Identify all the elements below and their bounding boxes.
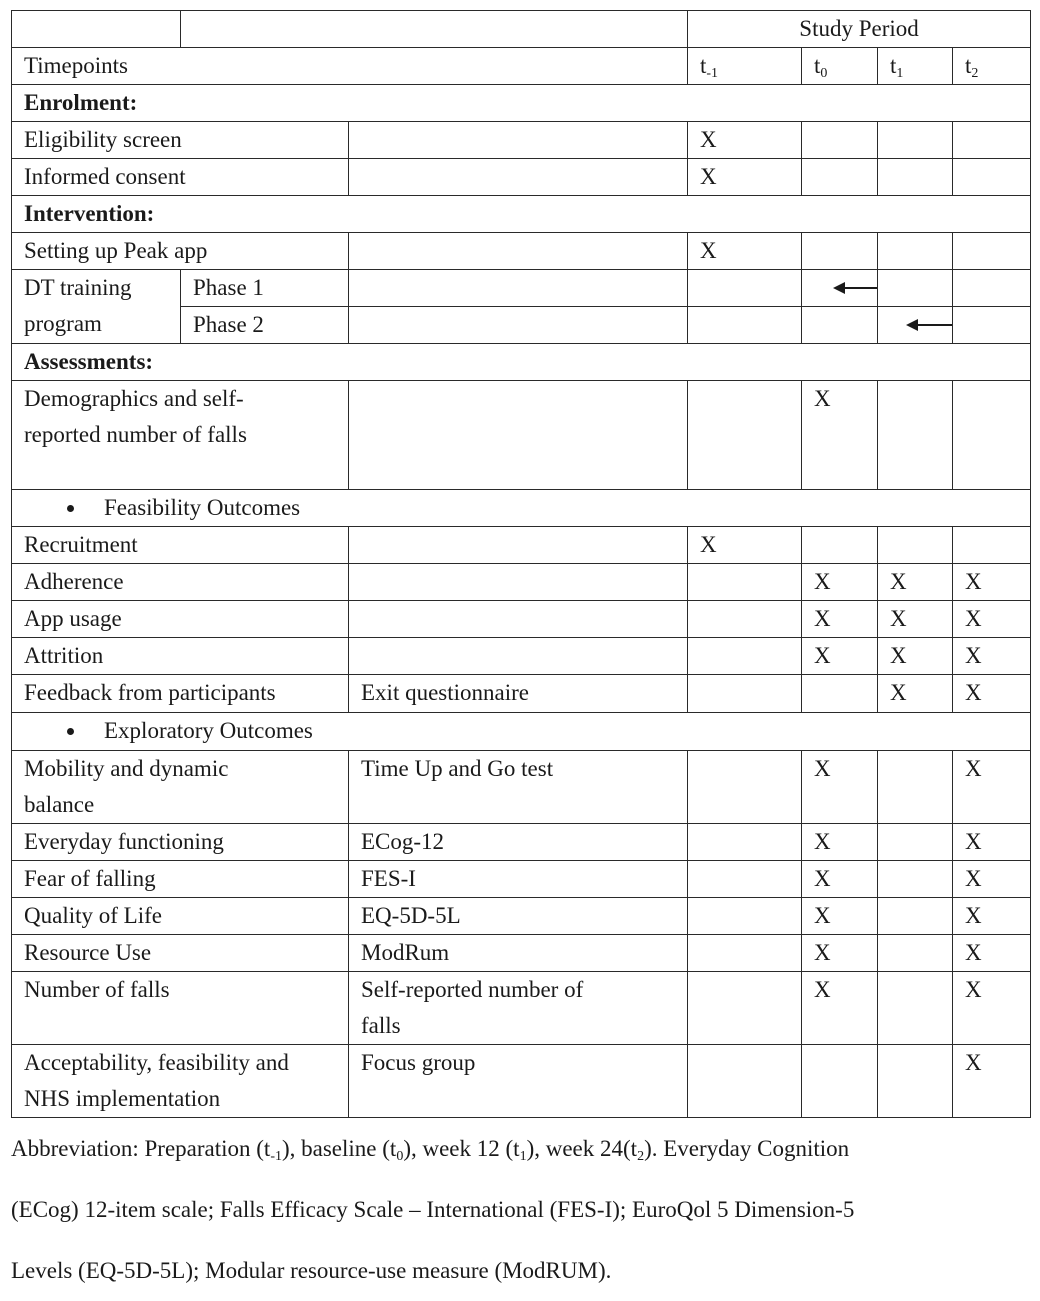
row-label: Everyday functioning [12, 824, 349, 861]
table-row [12, 601, 1031, 638]
mark-cell [688, 601, 802, 638]
mark-cell [688, 1045, 802, 1118]
mark-cell: X [953, 601, 1031, 638]
mark-cell [953, 381, 1031, 490]
mark-cell [878, 122, 953, 159]
table-row [12, 233, 1031, 270]
mark-cell [802, 233, 878, 270]
table-row [12, 527, 1031, 564]
mark-cell: X [878, 601, 953, 638]
mark-cell [688, 824, 802, 861]
mark-cell: X [953, 751, 1031, 824]
section-feasibility: Feasibility Outcomes [12, 490, 1031, 527]
row-label: Demographics and self- reported number of falls [12, 381, 349, 490]
table-row [12, 1045, 1031, 1118]
row-label: Number of falls [12, 972, 349, 1045]
mark-cell [688, 861, 802, 898]
mark-cell: X [953, 972, 1031, 1045]
mark-cell: X [953, 861, 1031, 898]
phase-2-label: Phase 2 [181, 307, 349, 344]
measure-cell: ModRum [349, 935, 688, 972]
measure-cell: FES-I [349, 861, 688, 898]
mark-cell: X [953, 1045, 1031, 1118]
timepoint-t0: $t_0$ [802, 48, 878, 85]
timepoint-t1: $t_1$ [878, 48, 953, 85]
mark-cell: X [688, 233, 802, 270]
mark-cell [953, 122, 1031, 159]
mark-cell [688, 972, 802, 1045]
row-label: Acceptability, feasibility and NHS implementation [12, 1045, 349, 1118]
table-row [12, 935, 1031, 972]
mark-cell [878, 1045, 953, 1118]
row-label: Mobility and dynamic balance [12, 751, 349, 824]
row-label: Quality of Life [12, 898, 349, 935]
mark-cell: X [878, 675, 953, 713]
row-label: Adherence [12, 564, 349, 601]
section-row-intervention [12, 196, 1031, 233]
row-label: Feedback from participants [12, 675, 349, 713]
mark-cell [802, 675, 878, 713]
phase-1-duration-arrow [835, 287, 878, 289]
section-row-feasibility [12, 490, 1031, 527]
table-row [12, 122, 1031, 159]
measure-cell: ECog-12 [349, 824, 688, 861]
mark-cell: X [802, 638, 878, 675]
schedule-table [11, 10, 1031, 1118]
mark-cell [878, 898, 953, 935]
section-row-enrolment [12, 85, 1031, 122]
mark-cell [688, 898, 802, 935]
row-label: Fear of falling [12, 861, 349, 898]
mark-cell [802, 122, 878, 159]
mark-cell [802, 1045, 878, 1118]
header-row [12, 11, 1031, 48]
timepoint-t-1: $t_{-1}$ [688, 48, 802, 85]
table-row [12, 381, 1031, 490]
measure-cell: Focus group [349, 1045, 688, 1118]
mark-cell [802, 527, 878, 564]
mark-cell [688, 675, 802, 713]
mark-cell: X [688, 527, 802, 564]
table-row [12, 751, 1031, 824]
mark-cell: X [802, 564, 878, 601]
section-enrolment: Enrolment: [12, 85, 1031, 122]
table-row [12, 898, 1031, 935]
section-exploratory: Exploratory Outcomes [12, 713, 1031, 751]
mark-cell: X [802, 972, 878, 1045]
mark-cell [878, 972, 953, 1045]
mark-cell [688, 381, 802, 490]
section-assessments: Assessments: [12, 344, 1031, 381]
mark-cell [953, 233, 1031, 270]
row-label: Recruitment [12, 527, 349, 564]
row-label: Eligibility screen [12, 122, 349, 159]
mark-cell: X [953, 935, 1031, 972]
timepoints-label: Timepoints [12, 48, 688, 85]
caption-line-3: Levels (EQ-5D-5L); Modular resource-use measure (ModRUM). [11, 1258, 612, 1283]
table-row-phase1 [12, 270, 1031, 307]
bullet-icon [67, 505, 74, 512]
measure-cell: EQ-5D-5L [349, 898, 688, 935]
row-label: App usage [12, 601, 349, 638]
dt-training-label: DT training program [12, 270, 181, 344]
table-row [12, 159, 1031, 196]
table-row [12, 824, 1031, 861]
row-label: Attrition [12, 638, 349, 675]
mark-cell [878, 381, 953, 490]
mark-cell: X [802, 898, 878, 935]
measure-cell: Exit questionnaire [349, 675, 688, 713]
section-intervention: Intervention: [12, 196, 1031, 233]
phase-1-label: Phase 1 [181, 270, 349, 307]
mark-cell: X [878, 564, 953, 601]
mark-cell [688, 935, 802, 972]
phase-2-duration-arrow [908, 324, 953, 326]
mark-cell: X [688, 122, 802, 159]
section-row-assessments [12, 344, 1031, 381]
mark-cell [953, 527, 1031, 564]
mark-cell: X [802, 861, 878, 898]
mark-cell [688, 638, 802, 675]
mark-cell [688, 751, 802, 824]
mark-cell [953, 159, 1031, 196]
mark-cell: X [878, 638, 953, 675]
section-row-exploratory [12, 713, 1031, 751]
mark-cell: X [953, 638, 1031, 675]
mark-cell: X [802, 381, 878, 490]
mark-cell: X [802, 935, 878, 972]
table-row [12, 675, 1031, 713]
mark-cell: X [953, 824, 1031, 861]
mark-cell: X [802, 751, 878, 824]
table-row [12, 861, 1031, 898]
timepoints-row [12, 48, 1031, 85]
caption-line-1: Abbreviation: Preparation $(t_{-1})$, baseline $(t_0)$, week 12 $(t_1)$, week $24(t_2)$. Everyday Cognition [11, 1136, 850, 1164]
row-label: Setting up Peak app [12, 233, 349, 270]
abbreviation-caption [11, 1118, 1031, 1301]
mark-cell [878, 861, 953, 898]
table-row [12, 564, 1031, 601]
mark-cell [878, 527, 953, 564]
table-row [12, 638, 1031, 675]
mark-cell [878, 159, 953, 196]
mark-cell: X [802, 601, 878, 638]
mark-cell [878, 751, 953, 824]
measure-cell: Time Up and Go test [349, 751, 688, 824]
caption-line-2: (ECog) 12-item scale; Falls Efficacy Scale – International (FES-I); EuroQol 5 Dimension-5 [11, 1197, 855, 1222]
mark-cell: X [688, 159, 802, 196]
measure-cell: Self-reported number of falls [349, 972, 688, 1045]
mark-cell [878, 824, 953, 861]
mark-cell [802, 159, 878, 196]
study-period-header: Study Period [688, 11, 1031, 48]
mark-cell: X [802, 824, 878, 861]
mark-cell [878, 233, 953, 270]
table-row [12, 972, 1031, 1045]
mark-cell: X [953, 564, 1031, 601]
mark-cell: X [953, 675, 1031, 713]
row-label: Informed consent [12, 159, 349, 196]
mark-cell: X [953, 898, 1031, 935]
mark-cell [878, 935, 953, 972]
row-label: Resource Use [12, 935, 349, 972]
timepoint-t2: $t_2$ [953, 48, 1031, 85]
bullet-icon [67, 728, 74, 735]
mark-cell [688, 564, 802, 601]
